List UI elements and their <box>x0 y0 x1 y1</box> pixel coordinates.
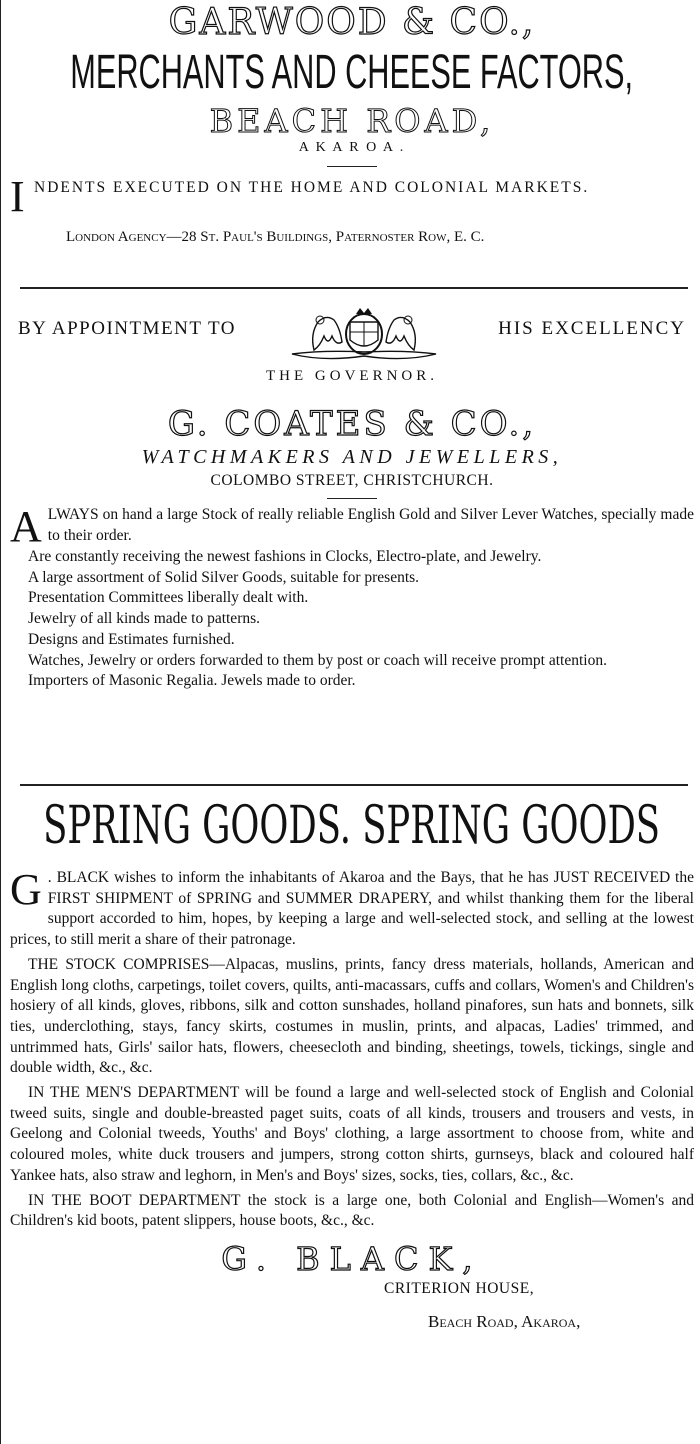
garwood-indents <box>10 172 694 221</box>
coates-advert <box>10 306 694 692</box>
divider-2 <box>20 784 688 786</box>
coates-line: Are constantly receiving the newest fashions in Clocks, Electro-plate, and Jewelry. <box>28 548 542 565</box>
appointment-right: HIS EXCELLENCY <box>498 318 686 339</box>
coates-line: Jewelry of all kinds made to patterns. <box>28 610 261 628</box>
coates-address: COLOMBO STREET, CHRISTCHURCH. <box>210 472 494 489</box>
black-address: Beach Road, Akaroa, <box>428 1311 581 1331</box>
black-lead: . BLACK wishes to inform the inhabitants of Akaroa and the Bays, that he has JUST RECEIVED the FIRST SHIPMENT of SPRING and SUMMER DRAPERY, and whilst thanking them for the liberal support accorded to him, hopes, by keeping a large and well-selected stock, and selling at the lowest prices, to still merit a share of their patronage. <box>10 869 694 949</box>
coates-line: Importers of Masonic Regalia. Jewels made to order. <box>28 672 356 690</box>
short-divider <box>327 498 377 499</box>
coates-title: G. COATES & CO., <box>167 404 537 444</box>
garwood-town: A K A R O A . <box>298 140 406 155</box>
royal-coat-of-arms-icon <box>284 306 444 364</box>
coates-lead: LWAYS on hand a large Stock of really reliable English Gold and Silver Lever Watches, specially made to their order. <box>47 506 694 544</box>
garwood-street: BEACH ROAD, <box>209 102 495 140</box>
coates-body <box>10 502 694 692</box>
coates-line: Presentation Committees liberally dealt with. <box>28 589 309 607</box>
coates-line: Watches, Jewelry or orders forwarded to them by post or coach will receive prompt attention. <box>28 651 607 669</box>
black-lead-paragraph <box>10 865 694 951</box>
garwood-indents-text: NDENTS EXECUTED ON THE HOME AND COLONIAL MARKETS. <box>34 179 590 196</box>
black-boots: IN THE BOOT DEPARTMENT the stock is a large one, both Colonial and English—Women's and Children's kid boots, patent slippers, house boots, &c., &c. <box>10 1191 694 1230</box>
governor-line: THE GOVERNOR. <box>266 368 438 384</box>
newspaper-page <box>10 0 694 1444</box>
garwood-advert <box>10 0 694 246</box>
criterion-house: CRITERION HOUSE, <box>384 1279 535 1297</box>
black-body <box>10 865 694 1232</box>
coates-line: Designs and Estimates furnished. <box>28 630 235 648</box>
column-left-border <box>0 0 1 1444</box>
black-dropcap: G <box>10 865 42 914</box>
spring-goods-headline: SPRING GOODS. SPRING GOODS <box>43 796 661 856</box>
garwood-dropcap: I <box>10 172 25 221</box>
short-divider <box>327 166 377 167</box>
divider-1 <box>20 287 688 289</box>
coates-subtitle: WATCHMAKERS AND JEWELLERS, <box>141 446 563 468</box>
black-advert <box>10 790 694 1332</box>
black-mens: IN THE MEN'S DEPARTMENT will be found a large and well-selected stock of English and Colonial tweed suits, single and double-breasted paget suits, coats of all kinds, trousers and trousers and vests, in Geelong and Colonial tweeds, Youths' and Boys' clothing, a large assortment to choose from, white and coloured moles, white duck trousers and jumpers, strong cotton shirts, gurnseys, black and coloured half Yankee hats, also straw and leghorn, in Men's and Boys' sizes, socks, ties, collars, &c., &c. <box>10 1084 694 1184</box>
black-signature: G. BLACK, <box>221 1239 483 1278</box>
coates-line: A large assortment of Solid Silver Goods, suitable for presents. <box>28 568 420 586</box>
garwood-title: GARWOOD & CO., <box>168 2 536 43</box>
garwood-subtitle: MERCHANTS AND CHEESE FACTORS, <box>70 46 634 99</box>
coates-dropcap: A <box>10 502 42 551</box>
garwood-agency: London Agency—28 St. Paul's Buildings, Paternoster Row, E. C. <box>66 229 485 245</box>
black-stock: THE STOCK COMPRISES—Alpacas, muslins, prints, fancy dress materials, hollands, American and English long cloths, carpetings, toilet covers, quilts, anti-macassars, cuffs and collars, Women's and Children's hosiery of all kinds, gloves, ribbons, silk and cotton sunshades, holland pinafores, sun hats and bonnets, silk ties, underclothing, stays, fancy skirts, costumes in muslin, prints, and alpacas, Ladies' trimmed, and untrimmed hats, Girls' sailor hats, flowers, cheesecloth and binding, sheetings, towels, tickings, single and double width, &c., &c. <box>10 955 694 1077</box>
appointment-left: BY APPOINTMENT TO <box>18 318 236 339</box>
